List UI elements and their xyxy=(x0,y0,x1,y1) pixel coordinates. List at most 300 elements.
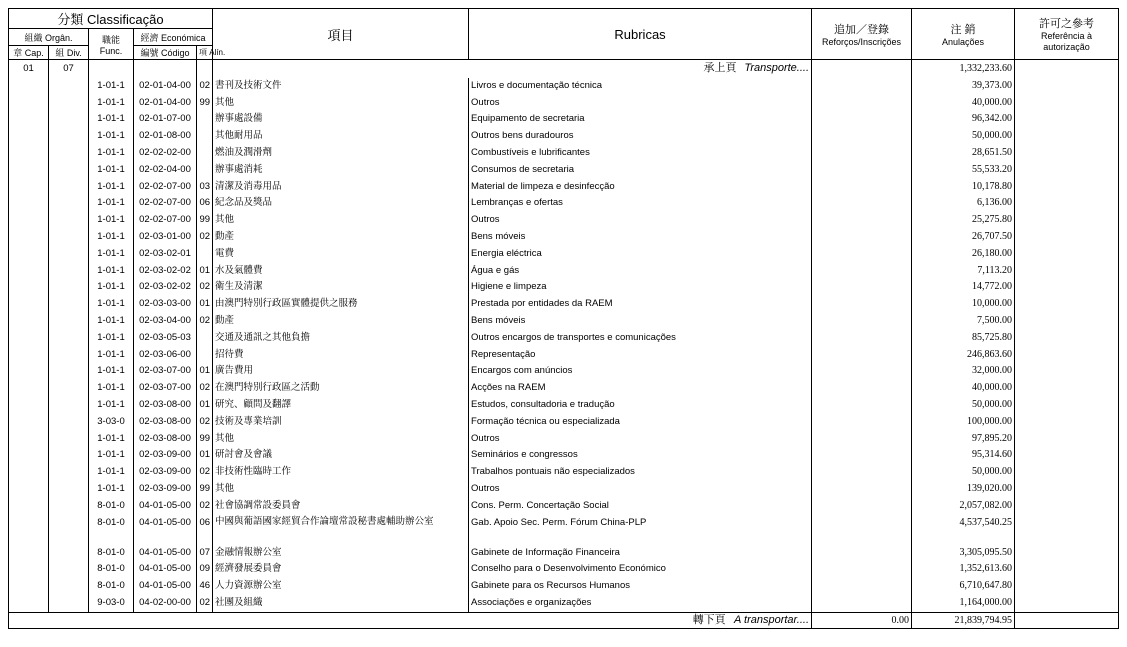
div-cell xyxy=(49,561,89,578)
codigo-cell: 04-01-05-00 xyxy=(134,498,197,515)
reforcos-cell xyxy=(812,363,912,380)
item-zh-cell: 紀念品及獎品 xyxy=(213,195,469,212)
div-cell xyxy=(49,111,89,128)
reforcos-cell xyxy=(812,128,912,145)
alin-cell: 01 xyxy=(197,296,213,313)
header-alin: 項 Alín. xyxy=(197,46,213,60)
alin-cell: 09 xyxy=(197,561,213,578)
table-row xyxy=(9,229,1119,246)
cap-cell xyxy=(9,246,49,263)
anulacoes-cell: 26,180.00 xyxy=(912,246,1015,263)
cap-cell: 01 xyxy=(9,60,49,78)
div-cell xyxy=(49,545,89,562)
alin-cell xyxy=(197,162,213,179)
anulacoes-cell: 26,707.50 xyxy=(912,229,1015,246)
codigo-cell: 02-03-02-02 xyxy=(134,279,197,296)
func-cell: 1-01-1 xyxy=(89,447,134,464)
func-cell: 1-01-1 xyxy=(89,263,134,280)
alin-cell xyxy=(197,145,213,162)
item-zh-cell: 動產 xyxy=(213,313,469,330)
carry-out-reforcos: 0.00 xyxy=(812,612,912,628)
codigo-cell: 02-03-07-00 xyxy=(134,380,197,397)
cap-cell xyxy=(9,111,49,128)
div-cell xyxy=(49,162,89,179)
header-div: 組 Div. xyxy=(49,46,89,60)
cap-cell xyxy=(9,481,49,498)
func-cell: 1-01-1 xyxy=(89,78,134,95)
item-zh-cell: 衛生及清潔 xyxy=(213,279,469,296)
func-cell: 1-01-1 xyxy=(89,212,134,229)
anulacoes-cell: 10,178.80 xyxy=(912,179,1015,196)
rubrica-cell: Energia eléctrica xyxy=(469,246,812,263)
alin-cell: 99 xyxy=(197,95,213,112)
item-zh-cell: 書刊及技術文件 xyxy=(213,78,469,95)
rubrica-cell: Encargos com anúncios xyxy=(469,363,812,380)
codigo-cell: 02-03-02-01 xyxy=(134,246,197,263)
alin-cell: 46 xyxy=(197,578,213,595)
rubrica-cell: Livros e documentação técnica xyxy=(469,78,812,95)
codigo-cell: 04-02-00-00 xyxy=(134,595,197,612)
cap-cell xyxy=(9,414,49,431)
reforcos-cell xyxy=(812,347,912,364)
anulacoes-cell: 6,710,647.80 xyxy=(912,578,1015,595)
table-row xyxy=(9,578,1119,595)
budget-ledger-page xyxy=(8,8,1118,638)
anulacoes-cell: 95,314.60 xyxy=(912,447,1015,464)
reforcos-cell xyxy=(812,447,912,464)
cap-cell xyxy=(9,498,49,515)
referencia-cell xyxy=(1015,578,1119,595)
header-organica: 組織 Orgân. xyxy=(9,29,89,46)
anulacoes-cell: 50,000.00 xyxy=(912,464,1015,481)
referencia-cell xyxy=(1015,313,1119,330)
header-anulacoes-pt: Anulações xyxy=(942,37,985,47)
carry-in-label xyxy=(469,60,812,78)
codigo-cell: 02-02-07-00 xyxy=(134,195,197,212)
rubrica-cell: Estudos, consultadoria e tradução xyxy=(469,397,812,414)
codigo-cell: 02-03-04-00 xyxy=(134,313,197,330)
anulacoes-cell: 139,020.00 xyxy=(912,481,1015,498)
cap-cell xyxy=(9,545,49,562)
alin-cell: 02 xyxy=(197,414,213,431)
table-row xyxy=(9,464,1119,481)
item-zh-cell: 招待費 xyxy=(213,347,469,364)
alin-cell: 02 xyxy=(197,313,213,330)
alin-cell: 03 xyxy=(197,179,213,196)
div-cell xyxy=(49,313,89,330)
anulacoes-cell: 1,164,000.00 xyxy=(912,595,1015,612)
codigo-cell: 02-03-08-00 xyxy=(134,414,197,431)
alin-cell: 01 xyxy=(197,263,213,280)
codigo-cell: 04-01-05-00 xyxy=(134,578,197,595)
div-cell xyxy=(49,195,89,212)
header-funcional-zh: 職能 xyxy=(101,34,120,45)
div-cell xyxy=(49,347,89,364)
header-rubricas: Rubricas xyxy=(469,9,812,60)
func-cell: 8-01-0 xyxy=(89,498,134,515)
anulacoes-cell: 97,895.20 xyxy=(912,431,1015,448)
table-row xyxy=(9,313,1119,330)
item-zh-cell: 其他 xyxy=(213,481,469,498)
cap-cell xyxy=(9,380,49,397)
carry-out-label-pt: A transportar.... xyxy=(734,613,810,626)
item-zh-cell: 中國與葡語國家經貿合作論壇常設秘書處輔助辦公室 xyxy=(213,515,469,545)
cap-cell xyxy=(9,296,49,313)
reforcos-cell xyxy=(812,545,912,562)
item-zh-cell: 社團及組織 xyxy=(213,595,469,612)
func-cell: 1-01-1 xyxy=(89,95,134,112)
anulacoes-cell: 28,651.50 xyxy=(912,145,1015,162)
item-zh-cell: 辦事處設備 xyxy=(213,111,469,128)
cap-cell xyxy=(9,464,49,481)
alin-cell: 01 xyxy=(197,363,213,380)
alin-cell xyxy=(197,111,213,128)
reforcos-cell xyxy=(812,78,912,95)
item-zh-cell: 非技術性臨時工作 xyxy=(213,464,469,481)
reforcos-cell xyxy=(812,145,912,162)
reforcos-cell xyxy=(812,561,912,578)
table-row xyxy=(9,380,1119,397)
codigo-cell: 02-01-08-00 xyxy=(134,128,197,145)
header-economica: 經濟 Económica xyxy=(134,29,213,46)
referencia-cell xyxy=(1015,128,1119,145)
rubrica-cell: Cons. Perm. Concertação Social xyxy=(469,498,812,515)
table-row xyxy=(9,263,1119,280)
alin-cell: 02 xyxy=(197,464,213,481)
codigo-cell: 02-03-01-00 xyxy=(134,229,197,246)
cap-cell xyxy=(9,229,49,246)
reforcos-cell xyxy=(812,464,912,481)
anulacoes-cell: 39,373.00 xyxy=(912,78,1015,95)
referencia-cell xyxy=(1015,561,1119,578)
referencia-cell xyxy=(1015,263,1119,280)
codigo-cell: 02-02-07-00 xyxy=(134,212,197,229)
table-row xyxy=(9,195,1119,212)
referencia-cell xyxy=(1015,78,1119,95)
referencia-cell xyxy=(1015,498,1119,515)
div-cell xyxy=(49,595,89,612)
alin-cell: 06 xyxy=(197,195,213,212)
func-cell: 1-01-1 xyxy=(89,431,134,448)
anulacoes-cell: 100,000.00 xyxy=(912,414,1015,431)
reforcos-cell xyxy=(812,263,912,280)
table-row xyxy=(9,296,1119,313)
rubrica-cell: Conselho para o Desenvolvimento Económico xyxy=(469,561,812,578)
item-zh-cell: 其他 xyxy=(213,95,469,112)
header-item-zh: 項目 xyxy=(213,9,469,60)
item-zh-cell: 金融情報辦公室 xyxy=(213,545,469,562)
item-zh-cell: 清潔及消毒用品 xyxy=(213,179,469,196)
referencia-cell xyxy=(1015,545,1119,562)
reforcos-cell xyxy=(812,481,912,498)
header-func-pt: Func. xyxy=(99,45,123,56)
func-cell: 8-01-0 xyxy=(89,545,134,562)
cap-cell xyxy=(9,515,49,545)
cap-cell xyxy=(9,363,49,380)
div-cell xyxy=(49,95,89,112)
carry-out-anulacoes: 21,839,794.95 xyxy=(912,612,1015,628)
budget-ledger-table xyxy=(8,8,1119,629)
table-row xyxy=(9,545,1119,562)
table-row xyxy=(9,481,1119,498)
anulacoes-cell: 3,305,095.50 xyxy=(912,545,1015,562)
anulacoes-cell: 32,000.00 xyxy=(912,363,1015,380)
anulacoes-cell: 14,772.00 xyxy=(912,279,1015,296)
rubrica-cell: Bens móveis xyxy=(469,313,812,330)
codigo-cell: 02-03-08-00 xyxy=(134,397,197,414)
codigo-cell: 02-02-02-00 xyxy=(134,145,197,162)
rubrica-cell: Outros xyxy=(469,431,812,448)
func-cell: 1-01-1 xyxy=(89,464,134,481)
item-zh-cell: 研究、顧問及翻譯 xyxy=(213,397,469,414)
anulacoes-cell: 2,057,082.00 xyxy=(912,498,1015,515)
cap-cell xyxy=(9,263,49,280)
alin-cell xyxy=(197,347,213,364)
reforcos-cell xyxy=(812,296,912,313)
item-zh-cell: 研討會及會議 xyxy=(213,447,469,464)
rubrica-cell: Combustíveis e lubrificantes xyxy=(469,145,812,162)
codigo-cell: 02-02-04-00 xyxy=(134,162,197,179)
rubrica-cell: Gabinete de Informação Financeira xyxy=(469,545,812,562)
div-cell xyxy=(49,498,89,515)
codigo-cell: 02-01-07-00 xyxy=(134,111,197,128)
func-cell: 8-01-0 xyxy=(89,578,134,595)
func-cell: 1-01-1 xyxy=(89,397,134,414)
func-cell: 1-01-1 xyxy=(89,330,134,347)
alin-cell: 06 xyxy=(197,515,213,545)
codigo-cell: 02-03-06-00 xyxy=(134,347,197,364)
header-reforcos-pt: Reforços/Inscrições xyxy=(822,37,902,47)
div-cell xyxy=(49,397,89,414)
alin-cell: 02 xyxy=(197,229,213,246)
header-reforcos-zh: 追加／登錄 xyxy=(834,24,890,36)
div-cell xyxy=(49,431,89,448)
codigo-cell: 02-03-09-00 xyxy=(134,464,197,481)
div-cell xyxy=(49,229,89,246)
anulacoes-cell: 6,136.00 xyxy=(912,195,1015,212)
carry-in-label-zh: 承上頁 xyxy=(703,62,737,74)
func-cell: 3-03-0 xyxy=(89,414,134,431)
referencia-cell xyxy=(1015,380,1119,397)
rubrica-cell: Prestada por entidades da RAEM xyxy=(469,296,812,313)
anulacoes-cell: 246,863.60 xyxy=(912,347,1015,364)
alin-cell: 02 xyxy=(197,279,213,296)
div-cell xyxy=(49,128,89,145)
referencia-cell xyxy=(1015,481,1119,498)
table-row xyxy=(9,145,1119,162)
func-cell: 1-01-1 xyxy=(89,162,134,179)
anulacoes-cell: 40,000.00 xyxy=(912,95,1015,112)
div-cell xyxy=(49,380,89,397)
anulacoes-cell: 4,537,540.25 xyxy=(912,515,1015,545)
anulacoes-cell: 40,000.00 xyxy=(912,380,1015,397)
div-cell xyxy=(49,263,89,280)
table-row xyxy=(9,330,1119,347)
div-cell xyxy=(49,447,89,464)
rubrica-cell: Lembranças e ofertas xyxy=(469,195,812,212)
header-classificacao: 分類 Classificação xyxy=(9,9,213,29)
cap-cell xyxy=(9,212,49,229)
header-reforcos xyxy=(812,9,912,60)
div-cell xyxy=(49,296,89,313)
cap-cell xyxy=(9,431,49,448)
header-anulacoes xyxy=(912,9,1015,60)
cap-cell xyxy=(9,578,49,595)
rubrica-cell: Outros xyxy=(469,95,812,112)
codigo-cell: 02-03-05-03 xyxy=(134,330,197,347)
header-anulacoes-zh: 注 銷 xyxy=(950,24,976,36)
codigo-cell: 02-03-08-00 xyxy=(134,431,197,448)
div-cell xyxy=(49,279,89,296)
item-zh-cell: 其他 xyxy=(213,431,469,448)
table-row xyxy=(9,128,1119,145)
codigo-cell: 02-03-09-00 xyxy=(134,481,197,498)
header-referencia xyxy=(1015,9,1119,60)
item-zh-cell: 動產 xyxy=(213,229,469,246)
alin-cell: 99 xyxy=(197,431,213,448)
func-cell: 1-01-1 xyxy=(89,380,134,397)
codigo-cell: 02-01-04-00 xyxy=(134,78,197,95)
div-cell xyxy=(49,78,89,95)
referencia-cell xyxy=(1015,95,1119,112)
rubrica-cell: Gab. Apoio Sec. Perm. Fórum China-PLP xyxy=(469,515,812,545)
reforcos-cell xyxy=(812,595,912,612)
cap-cell xyxy=(9,561,49,578)
func-cell: 1-01-1 xyxy=(89,279,134,296)
func-cell: 1-01-1 xyxy=(89,363,134,380)
alin-cell: 07 xyxy=(197,545,213,562)
alin-cell: 99 xyxy=(197,212,213,229)
alin-cell xyxy=(197,128,213,145)
table-row xyxy=(9,179,1119,196)
table-row xyxy=(9,363,1119,380)
func-cell: 1-01-1 xyxy=(89,313,134,330)
cap-cell xyxy=(9,195,49,212)
rubrica-cell: Trabalhos pontuais não especializados xyxy=(469,464,812,481)
item-zh-cell: 交通及通訊之其他負擔 xyxy=(213,330,469,347)
referencia-cell xyxy=(1015,347,1119,364)
anulacoes-cell: 50,000.00 xyxy=(912,397,1015,414)
carry-in-label-pt: Transporte.... xyxy=(744,62,810,74)
reforcos-cell xyxy=(812,578,912,595)
func-cell: 1-01-1 xyxy=(89,481,134,498)
codigo-cell: 02-03-02-02 xyxy=(134,263,197,280)
rubrica-cell: Outros encargos de transportes e comunicações xyxy=(469,330,812,347)
referencia-cell xyxy=(1015,431,1119,448)
header-cap: 章 Cap. xyxy=(9,46,49,60)
cap-cell xyxy=(9,313,49,330)
func-cell: 1-01-1 xyxy=(89,145,134,162)
reforcos-cell xyxy=(812,330,912,347)
rubrica-cell: Associações e organizações xyxy=(469,595,812,612)
reforcos-cell xyxy=(812,212,912,229)
item-zh-cell: 其他耐用品 xyxy=(213,128,469,145)
codigo-cell: 02-01-04-00 xyxy=(134,95,197,112)
referencia-cell xyxy=(1015,397,1119,414)
referencia-cell xyxy=(1015,179,1119,196)
anulacoes-cell: 50,000.00 xyxy=(912,128,1015,145)
func-cell: 1-01-1 xyxy=(89,347,134,364)
item-zh-cell: 其他 xyxy=(213,212,469,229)
func-cell: 1-01-1 xyxy=(89,111,134,128)
referencia-cell xyxy=(1015,595,1119,612)
rubrica-cell: Outros xyxy=(469,481,812,498)
rubrica-cell: Seminários e congressos xyxy=(469,447,812,464)
anulacoes-cell: 96,342.00 xyxy=(912,111,1015,128)
table-row xyxy=(9,397,1119,414)
reforcos-cell xyxy=(812,498,912,515)
referencia-cell xyxy=(1015,246,1119,263)
table-row xyxy=(9,515,1119,545)
reforcos-cell xyxy=(812,313,912,330)
alin-cell: 02 xyxy=(197,78,213,95)
table-row xyxy=(9,95,1119,112)
alin-cell: 99 xyxy=(197,481,213,498)
codigo-cell: 02-02-07-00 xyxy=(134,179,197,196)
ledger-body xyxy=(9,60,1119,613)
table-row xyxy=(9,414,1119,431)
rubrica-cell: Gabinete para os Recursos Humanos xyxy=(469,578,812,595)
reforcos-cell xyxy=(812,431,912,448)
func-cell: 1-01-1 xyxy=(89,195,134,212)
table-row xyxy=(9,347,1119,364)
carry-out-label-zh: 轉下頁 xyxy=(692,613,726,626)
rubrica-cell: Água e gás xyxy=(469,263,812,280)
div-cell xyxy=(49,330,89,347)
referencia-cell xyxy=(1015,212,1119,229)
alin-cell: 02 xyxy=(197,595,213,612)
func-cell: 1-01-1 xyxy=(89,128,134,145)
rubrica-cell: Higiene e limpeza xyxy=(469,279,812,296)
reforcos-cell xyxy=(812,397,912,414)
reforcos-cell xyxy=(812,162,912,179)
reforcos-cell xyxy=(812,179,912,196)
div-cell xyxy=(49,212,89,229)
item-zh-cell: 由澳門特別行政區實體提供之服務 xyxy=(213,296,469,313)
alin-cell: 01 xyxy=(197,447,213,464)
rubrica-cell: Outros bens duradouros xyxy=(469,128,812,145)
anulacoes-cell: 55,533.20 xyxy=(912,162,1015,179)
referencia-cell xyxy=(1015,447,1119,464)
carry-out-row xyxy=(9,612,1119,628)
anulacoes-cell: 25,275.80 xyxy=(912,212,1015,229)
item-zh-cell: 電費 xyxy=(213,246,469,263)
alin-cell xyxy=(197,330,213,347)
header-codigo: 編號 Código xyxy=(134,46,197,60)
referencia-cell xyxy=(1015,464,1119,481)
div-cell xyxy=(49,414,89,431)
item-zh-cell: 辦事處消耗 xyxy=(213,162,469,179)
alin-cell: 02 xyxy=(197,498,213,515)
table-row xyxy=(9,595,1119,612)
referencia-cell xyxy=(1015,414,1119,431)
referencia-cell xyxy=(1015,330,1119,347)
cap-cell xyxy=(9,330,49,347)
alin-cell: 01 xyxy=(197,397,213,414)
referencia-cell xyxy=(1015,296,1119,313)
reforcos-cell xyxy=(812,195,912,212)
codigo-cell: 02-03-07-00 xyxy=(134,363,197,380)
table-row xyxy=(9,279,1119,296)
table-row xyxy=(9,212,1119,229)
referencia-cell xyxy=(1015,111,1119,128)
cap-cell xyxy=(9,179,49,196)
referencia-cell xyxy=(1015,515,1119,545)
alin-cell xyxy=(197,246,213,263)
func-cell: 8-01-0 xyxy=(89,515,134,545)
table-row xyxy=(9,162,1119,179)
reforcos-cell xyxy=(812,380,912,397)
